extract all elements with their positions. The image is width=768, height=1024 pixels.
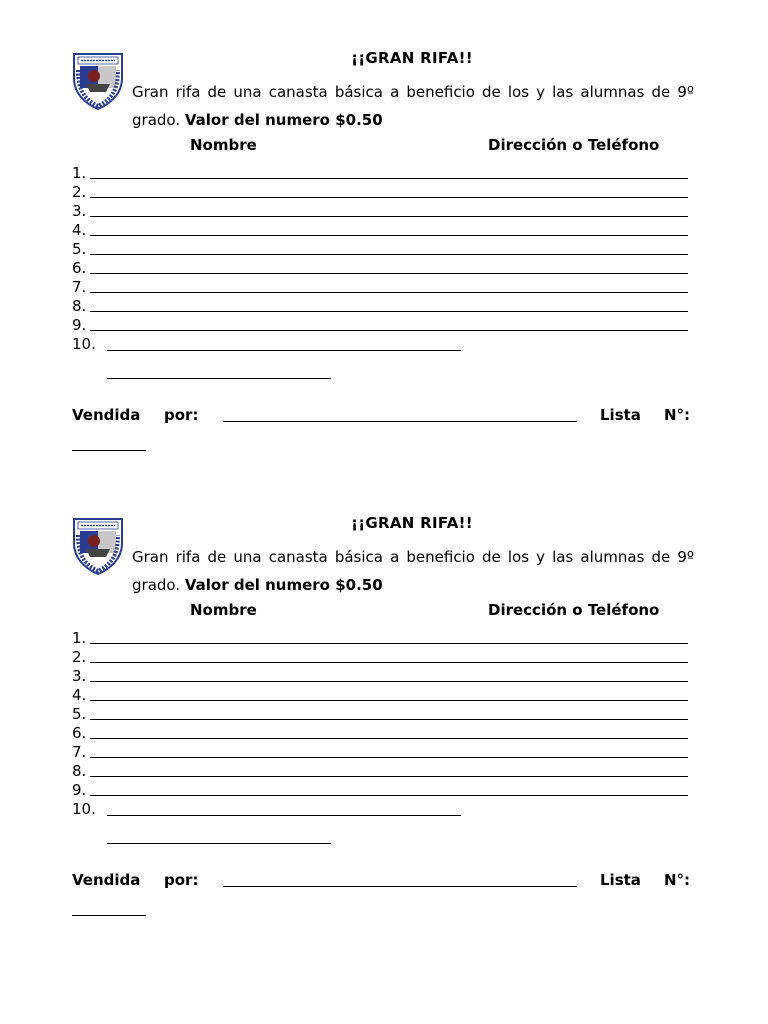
price-label: Valor del numero $0.50 [184,111,383,129]
row-number: 3. [72,202,87,220]
ticket-title: ¡¡GRAN RIFA!! [351,514,473,532]
row-number: 10. [72,335,96,353]
raffle-ticket-1 [0,0,768,460]
name-line[interactable] [90,719,524,720]
name-line[interactable] [90,254,524,255]
row-number: 10. [72,800,96,818]
row-number: 6. [72,259,87,277]
name-line[interactable] [90,700,524,701]
name-line[interactable] [90,235,524,236]
entry-row[interactable] [72,297,692,316]
entry-row[interactable] [72,686,692,705]
contact-line[interactable] [464,197,688,198]
sold-by-line[interactable] [223,421,577,422]
contact-line[interactable] [464,643,688,644]
sold-by-label: Vendida [72,871,141,889]
name-line[interactable] [90,216,524,217]
entry-row[interactable] [72,278,692,297]
sold-by-row [72,406,694,426]
contact-line[interactable] [464,795,688,796]
list-label: Lista [600,871,641,889]
row-number: 8. [72,762,87,780]
sold-by-label-por: por: [164,406,199,424]
row-number: 1. [72,629,87,647]
contact-line[interactable] [464,254,688,255]
row-number: 5. [72,240,87,258]
name-line[interactable] [90,643,524,644]
contact-line[interactable] [464,757,688,758]
entry-row-10[interactable] [72,335,692,355]
entry-row[interactable] [72,743,692,762]
raffle-ticket-2 [0,465,768,925]
column-header-name: Nombre [190,601,257,619]
name-line[interactable] [90,330,524,331]
row-number: 4. [72,221,87,239]
contact-line[interactable] [464,776,688,777]
list-number-label: N°: [664,871,691,889]
contact-line[interactable] [464,273,688,274]
school-shield-logo [72,48,124,110]
name-line[interactable] [90,795,524,796]
entry-row[interactable] [72,762,692,781]
name-line[interactable] [90,292,524,293]
name-line[interactable] [107,350,461,351]
contact-line[interactable] [464,330,688,331]
row-number: 9. [72,316,87,334]
contact-line[interactable] [464,681,688,682]
entry-row[interactable] [72,259,692,278]
name-line[interactable] [90,776,524,777]
entry-row[interactable] [72,724,692,743]
row-number: 5. [72,705,87,723]
ticket-description [132,543,694,599]
row-number: 4. [72,686,87,704]
contact-line[interactable] [464,662,688,663]
contact-line[interactable] [464,738,688,739]
name-line[interactable] [90,681,524,682]
ticket-title: ¡¡GRAN RIFA!! [351,49,473,67]
name-line[interactable] [90,311,524,312]
list-number-label: N°: [664,406,691,424]
row-number: 2. [72,648,87,666]
entry-row[interactable] [72,164,692,183]
name-line[interactable] [107,815,461,816]
row-number: 6. [72,724,87,742]
school-shield-logo [72,513,124,575]
row-number: 3. [72,667,87,685]
sold-by-label-por: por: [164,871,199,889]
entry-row[interactable] [72,629,692,648]
contact-line[interactable] [464,216,688,217]
entry-row[interactable] [72,202,692,221]
list-number-line[interactable] [72,915,146,916]
name-line[interactable] [90,197,524,198]
name-line[interactable] [90,178,524,179]
entry-row[interactable] [72,221,692,240]
contact-line-row-10[interactable] [107,843,331,844]
column-header-name: Nombre [190,136,257,154]
row-number: 9. [72,781,87,799]
entry-row[interactable] [72,316,692,335]
entry-row[interactable] [72,648,692,667]
contact-line[interactable] [464,235,688,236]
sold-by-label: Vendida [72,406,141,424]
entry-row[interactable] [72,667,692,686]
ticket-description [132,78,694,134]
list-label: Lista [600,406,641,424]
entry-row[interactable] [72,183,692,202]
description-text: Gran rifa de una canasta básica a beneficio de los y las alumnas de 9º grado. [132,548,694,594]
price-label: Valor del numero $0.50 [184,576,383,594]
list-number-line[interactable] [72,450,146,451]
contact-line[interactable] [464,311,688,312]
contact-line-row-10[interactable] [107,378,331,379]
column-header-contact: Dirección o Teléfono [488,601,660,619]
sold-by-row [72,871,694,891]
contact-line[interactable] [464,719,688,720]
row-number: 7. [72,743,87,761]
name-line[interactable] [90,662,524,663]
name-line[interactable] [90,273,524,274]
row-number: 7. [72,278,87,296]
sold-by-line[interactable] [223,886,577,887]
entry-row[interactable] [72,781,692,800]
entry-row-10[interactable] [72,800,692,820]
contact-line[interactable] [464,700,688,701]
name-line[interactable] [90,738,524,739]
contact-line[interactable] [464,178,688,179]
contact-line[interactable] [464,292,688,293]
name-line[interactable] [90,757,524,758]
row-number: 2. [72,183,87,201]
entry-row[interactable] [72,240,692,259]
row-number: 1. [72,164,87,182]
row-number: 8. [72,297,87,315]
entry-row[interactable] [72,705,692,724]
description-text: Gran rifa de una canasta básica a beneficio de los y las alumnas de 9º grado. [132,83,694,129]
column-header-contact: Dirección o Teléfono [488,136,660,154]
